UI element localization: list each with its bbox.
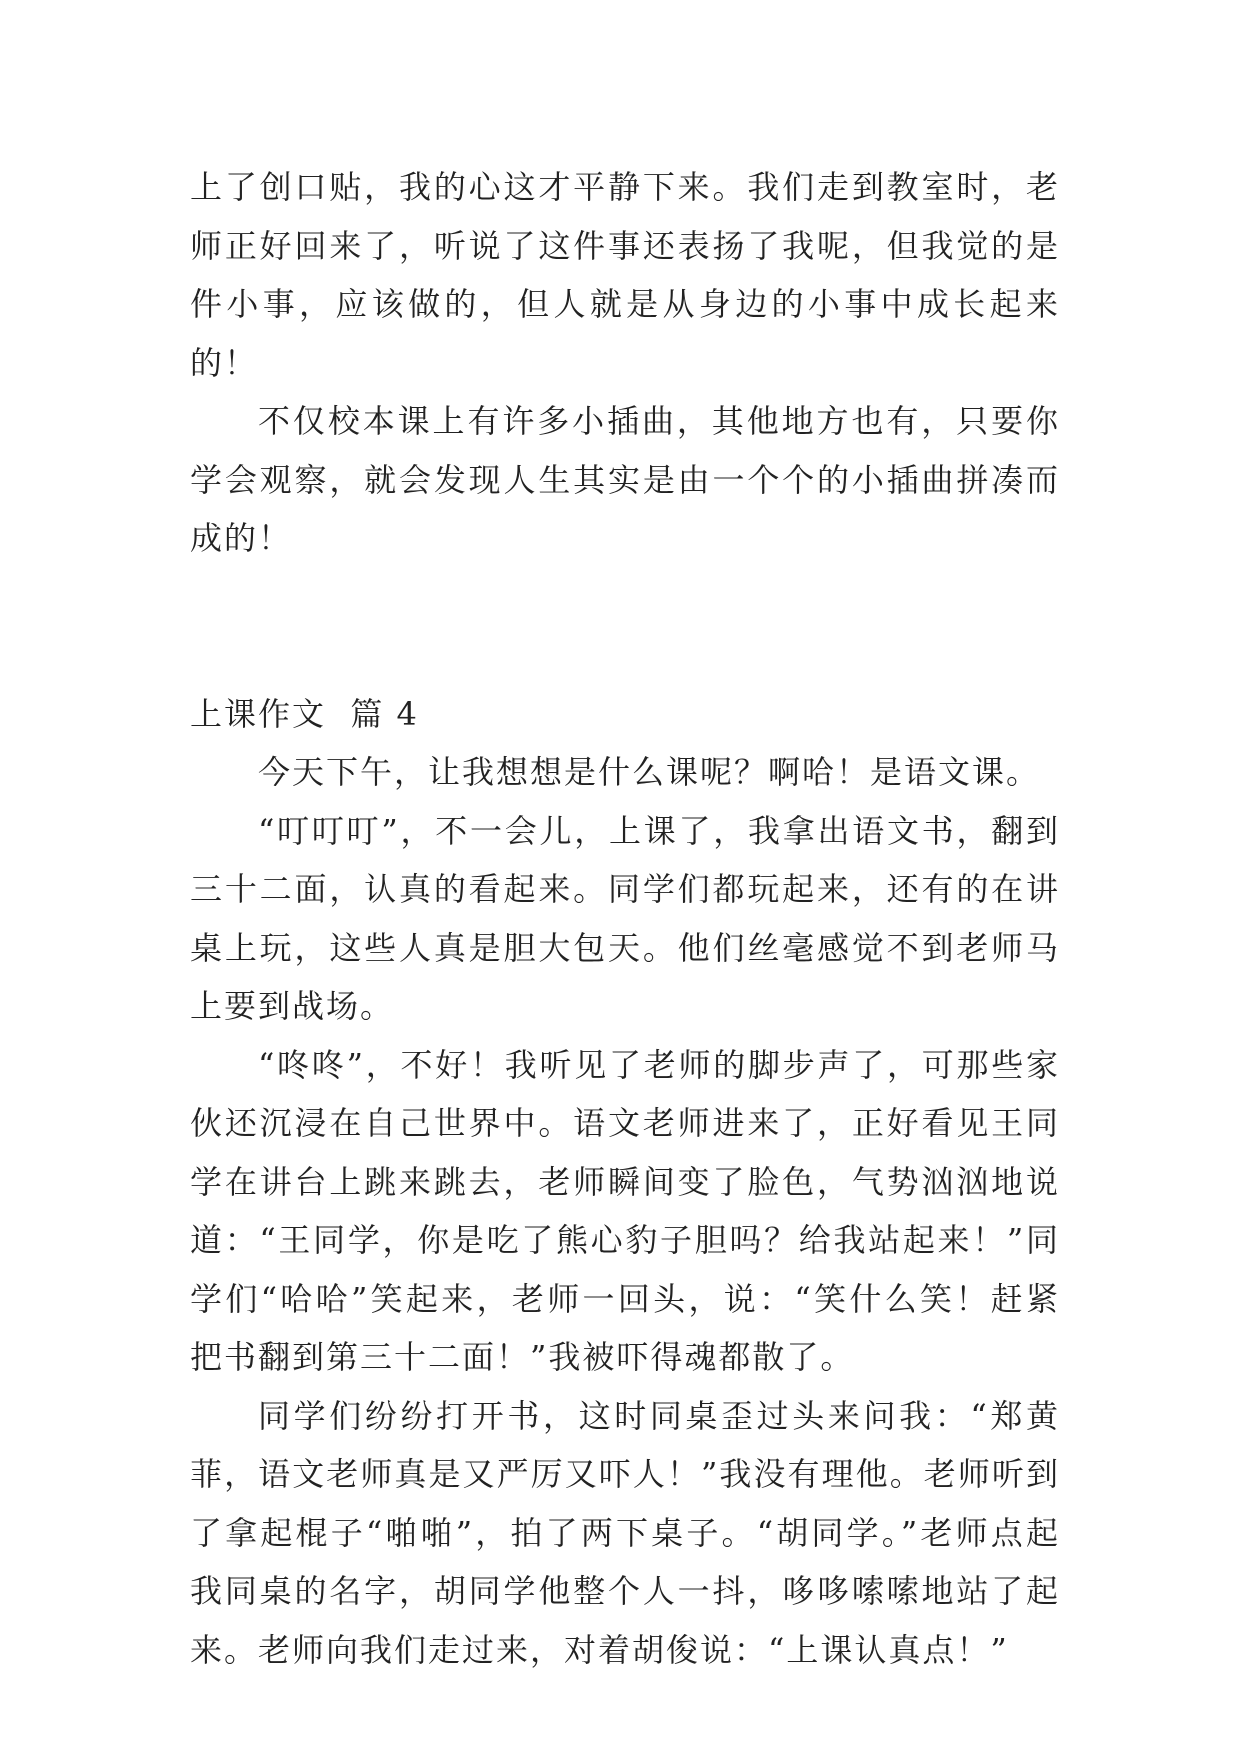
document-body — [190, 158, 1060, 1679]
paragraph-1: 今天下午，让我想想是什么课呢？啊哈！是语文课。 — [258, 753, 1041, 791]
section-title: 上课作文 篇 4 — [190, 694, 419, 733]
paragraph-continuation: 上了创口贴，我的心这才平静下来。我们走到教室时，老师正好回来了，听说了这件事还表扬了我呢，但我觉的是件小事，应该做的，但人就是从身边的小事中成长起来的！ — [190, 168, 1060, 382]
paragraph-3: “咚咚”，不好！我听见了老师的脚步声了，可那些家伙还沉浸在自己世界中。语文老师进来了，正好看见王同学在讲台上跳来跳去，老师瞬间变了脸色，气势汹汹地说道：“王同学，你是吃了熊心豹子胆吗？给我站起来！”同学们“哈哈”笑起来，老师一回头，说：“笑什么笑！赶紧把书翻到第三十二面！”我被吓得魂都散了。 — [190, 1045, 1060, 1376]
section-gap — [190, 568, 1060, 685]
paragraph-2: “叮叮叮”，不一会儿，上课了，我拿出语文书，翻到三十二面，认真的看起来。同学们都玩起来，还有的在讲桌上玩，这些人真是胆大包天。他们丝毫感觉不到老师马上要到战场。 — [190, 811, 1060, 1025]
paragraph-4: 同学们纷纷打开书，这时同桌歪过头来问我：“郑黄菲，语文老师真是又严厉又吓人！”我没有理他。老师听到了拿起棍子“啪啪”，拍了两下桌子。“胡同学。”老师点起我同桌的名字，胡同学他整个人一抖，哆哆嗦嗦地站了起来。老师向我们走过来，对着胡俊说：“上课认真点！” — [190, 1396, 1060, 1669]
paragraph-conclusion: 不仅校本课上有许多小插曲，其他地方也有，只要你学会观察，就会发现人生其实是由一个个的小插曲拼凑而成的！ — [190, 402, 1060, 557]
